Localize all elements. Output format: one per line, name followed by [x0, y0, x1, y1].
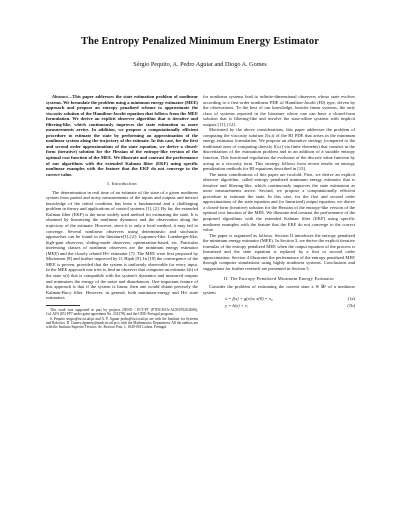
footnote-funding: This work was supported in part by projects DENO / FCT-PT (PTDC/EEA-ACR/67020/2006), CoLAVS (EU FP7 under grant agreement No. 231378), and the CMU-Portugal program.	[46, 307, 198, 317]
right-column	[203, 94, 355, 308]
paper-title: The Entropy Penalized Minimum Energy Estimator	[80, 36, 320, 47]
equation-1b	[203, 303, 355, 309]
equation-1a	[203, 296, 355, 302]
paragraph-continuation: for nonlinear systems lead to infinite-dimensional observers whose state evolves according to a first-order nonlinear PDE of Hamilton-Jacobi (HJ) type, driven by the observations. To the best of our knowledge, besides linear systems, the only class of systems reported in the literature where one can have a closed-form solution that is filtering-like and involve the state-affine systems with implicit outputs [11], [12].	[203, 94, 355, 127]
left-column	[46, 94, 198, 330]
section-heading-entropy-mee: II. The Entropy Penalized Minimum Energy Estimator	[223, 275, 335, 281]
footnote-rule	[46, 305, 80, 306]
section-heading-introduction: I. Introduction	[107, 181, 137, 187]
paragraph-contributions: The main contributions of this paper are twofold. First, we derive an explicit observer algorithm, called entropy penalized minimum energy estimator that is iterative and filtering-like, which continuously improves the state estimation as more measurements arrive. Second, we propose a computationally efficient procedure to estimate the state. In this case, for the first and second order approximations of the state equation and (or linearized) output equation, we derive a closed-form (iterative) solution for the Hessian of the entropy-like version of the optimal cost function of the MEE. We illustrate and contrast the performance of the proposed algorithms with the extended Kalman filter (EKF) using specific nonlinear examples with the feature that the EKF do not converge to the correct value.	[203, 171, 355, 233]
equation-1b-body: y = h(x) + v,	[225, 302, 248, 308]
paragraph-motivation: Motivated by the above considerations, this paper addresses the problem of computing the viscosity solution J(x,t) of the HJ PDE that arises in the minimum energy estimator formulation. We propose an alternative strategy (compared to the traditional ones of computing directly J(x,t) via finite elements) that consists in the discretization of the estimation problem and in an addition of a suitable entropy function. This functional regularizes the evolution of the discrete value function by acting as a viscosity term. This strategy follows from recent results on entropy penalization methods for HJ equations described in [13].	[203, 127, 355, 172]
abstract	[46, 94, 198, 177]
abstract-lead: Abstract—	[52, 94, 73, 99]
equation-1b-number: (1b)	[347, 302, 355, 308]
paper-authors: Sérgio Pequito, A. Pedro Aguiar and Diogo A. Gomes	[133, 61, 267, 68]
section2-paragraph: Consider the problem of estimating the current state x ∈ ℝⁿ of a nonlinear system	[203, 284, 355, 295]
equation-1a-number: (1a)	[347, 296, 355, 302]
equation-1a-body: ẋ = f(x) + g(x)w, x(0) = x₀	[225, 296, 273, 302]
footnote-affiliations: S. Pequito sergio@isr.ist.utl.pt and A. P. Aguiar pedro@isr.ist.utl.pt are with the Institute for Systems and Robotics. D. Gomes dgomes@math.ist.utl.pt is with the Mathematics Department. All the authors are with the Instituto Superior Técnico, Av. Rovisco Pais, 1, 1049-001 Lisboa, Portugal.	[46, 316, 198, 330]
intro-paragraph: The determination in real time of an estimate of the state of a given nonlinear system from partial and noisy measurements of the inputs and outputs and inexact knowledge of the initial condition has been a fundamental and a challenging problem in theory and applications of control systems [1], [2]. By far, the extended Kalman filter (EKF) is the most widely used method for estimating the state. It is obtained by linearizing the nonlinear dynamics and the observation along the trajectory of the estimate. However, since it is only a local method, it may fail to converge. Several nonlinear observers using deterministic and stochastic approaches can be found in the literature[1]–[2]: Lyapunov-like, Luenberger-like, high-gain observers, sliding-mode observers, optimization-based, etc. Particular interesting classes of nonlinear observers are the minimum energy estimator (MEE) and the closely related H∞ estimator [7]. The MEE were first proposed by Mortensen [8] and further improved by O. Hijab [9]. In [10] the convergence of the MEE is proven, provided that the system is uniformly observable for every input. In the MEE approach one tries to find an observer that computes an estimate x̂(t) of the state x(t) that is compatible with the system's dynamics and measured outputs and minimizes the energy of the noise and disturbances. One important feature of this approach is that if the system is linear, then one would obtain precisely the Kalman-Bucy filter. However, in general, both minimum-energy and H∞ state estimators	[46, 189, 198, 301]
abstract-text: This paper addresses the state estimation problem of nonlinear systems. We formulate the problem using a minimum energy estimator (MEE) approach and propose an entropy penalized scheme to approximate the viscosity solution of the Hamilton-Jacobi equation that follows from the MEE formulation. We derive an explicit observer algorithm that is iterative and filtering-like, which continuously improves the state estimation as more measurements arrive. In addition, we propose a computationally efficient procedure to estimate the state by performing an approximation of the nonlinear system along the trajectory of the estimate. In this case, for the first and second order approximations of the state equation, we derive a closed-form (iterative) solution for the Hessian of the entropy-like version of the optimal cost function of the MEE. We illustrate and contrast the performance of our algorithms with the extended Kalman filter (EKF) using specific nonlinear examples with the feature that the EKF do not converge to the correct value.	[46, 94, 198, 177]
paragraph-organization: The paper is organized as follows. Section II introduces the entropy penalized the minimum energy estimator (MEE). In Section 3, we derive the explicit iterative formulas of the entropy penalized MEE when the output equation of the process is linearized and the state equation is replaced by a first or second order approximation. Section 4 illustrates the performance of the entropy penalized MEE through computer simulations using highly nonlinear systems. Conclusions and suggestions for further research are presented in Section 5.	[203, 232, 355, 271]
